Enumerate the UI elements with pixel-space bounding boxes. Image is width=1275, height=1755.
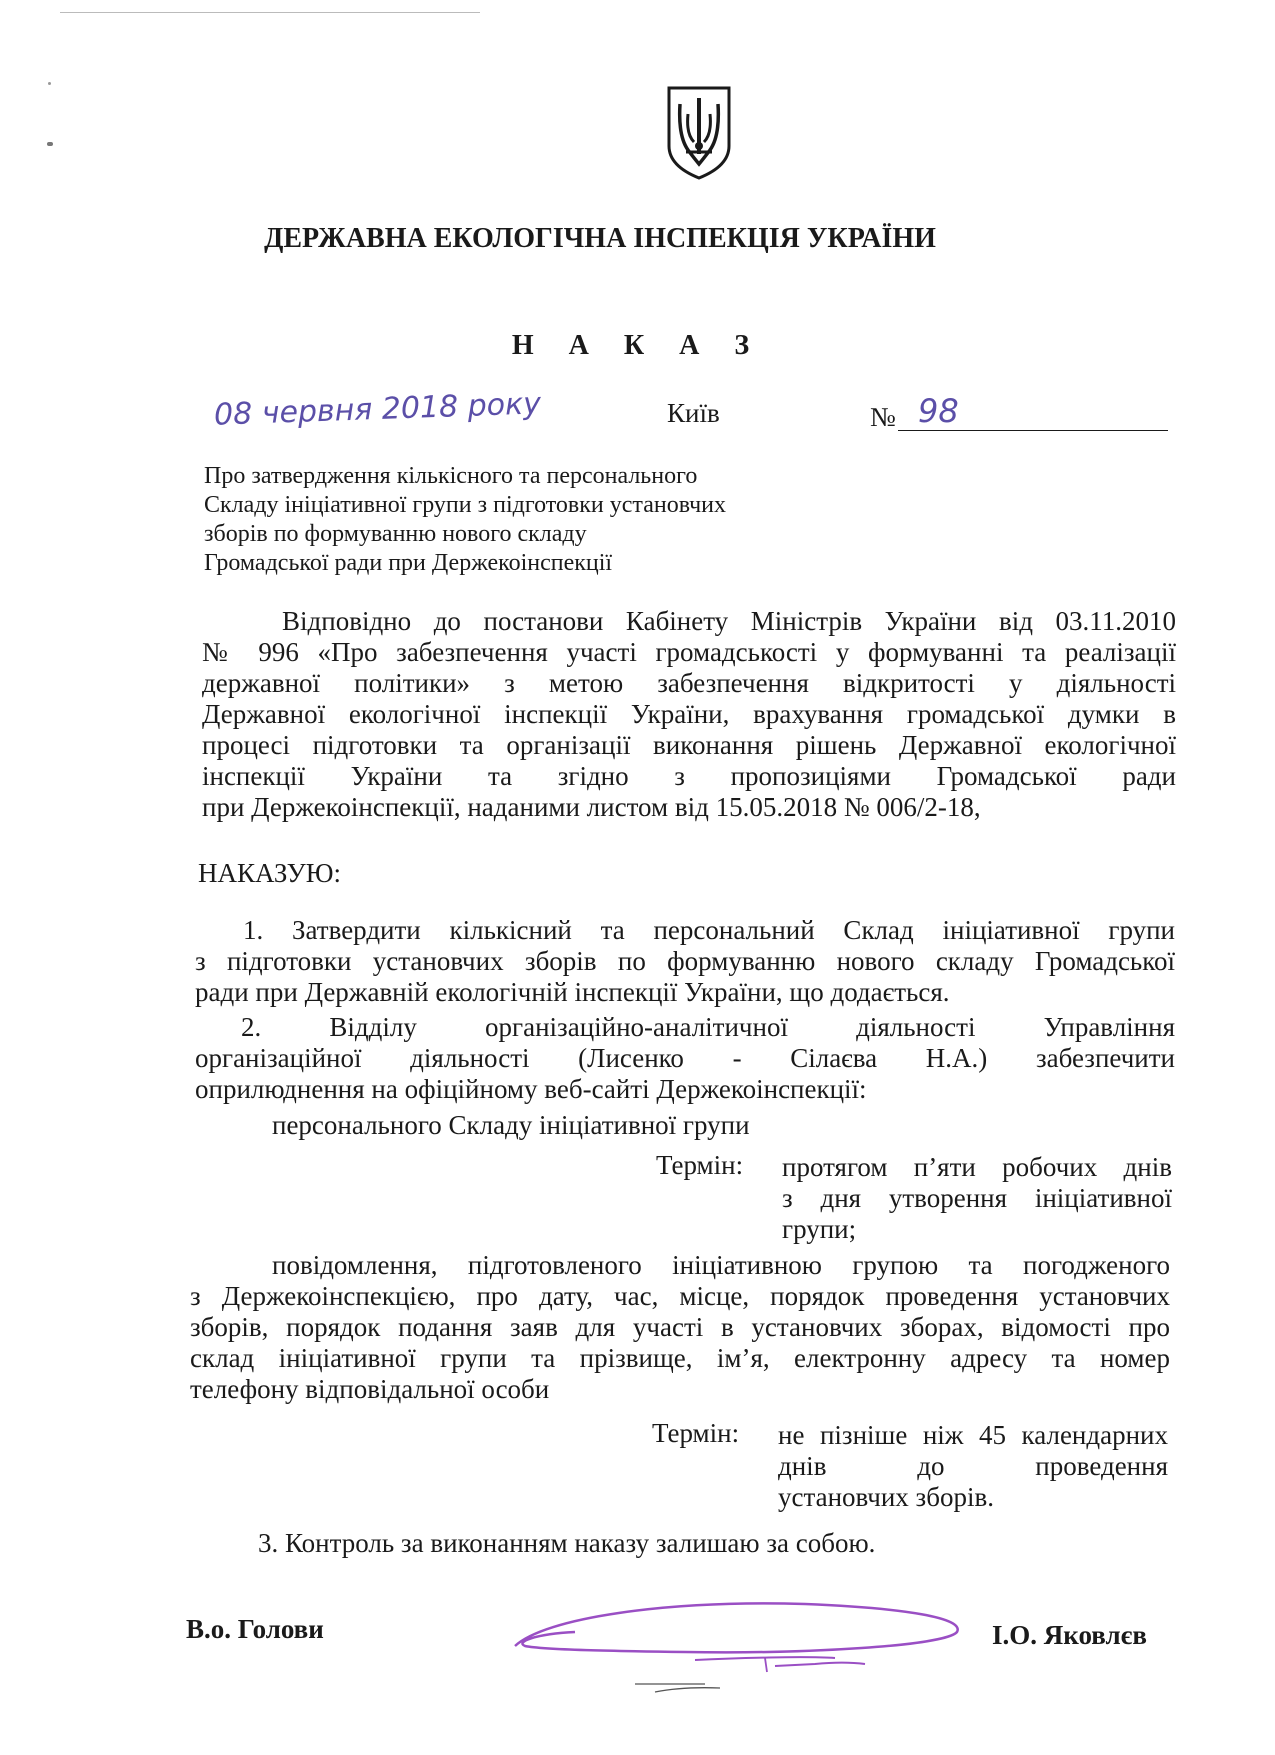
- item-2-sub2-line: склад ініціативної групи та прізвище, ім’я, електронну адресу та номер: [190, 1343, 1170, 1373]
- item-2-line: 2. Відділу організаційно-аналітичної діяльності Управління: [241, 1012, 1175, 1042]
- preamble-line: процесі підготовки та організації виконання рішень Державної екологічної: [202, 730, 1176, 760]
- term-1-label: Термін:: [656, 1150, 744, 1180]
- item-2-sub2-line: повідомлення, підготовленого ініціативною групою та погодженого: [272, 1250, 1170, 1280]
- scan-top-line: [60, 12, 480, 13]
- item-2-sub2: [190, 1250, 1170, 1405]
- item-2-sub2-line: телефону відповідальної особи: [190, 1374, 550, 1404]
- handwritten-date: 08 червня 2018 року: [213, 386, 542, 433]
- item-2-sub2-line: зборів, порядок подання заяв для участі в установчих зборах, відомості про: [190, 1312, 1170, 1342]
- preamble-line: державної політики» з метою забезпечення відкритості у діяльності: [202, 668, 1176, 698]
- term-1-line: групи;: [782, 1214, 857, 1244]
- preamble-line: інспекції України та згідно з пропозиціями Громадської ради: [202, 761, 1176, 791]
- term-2-text: [778, 1420, 1168, 1513]
- item-2-line: організаційної діяльності (Лисенко - Сілаєва Н.А.) забезпечити: [195, 1043, 1175, 1073]
- item-1-line: 1. Затвердити кількісний та персональний Склад ініціативної групи: [243, 915, 1175, 945]
- item-1: [195, 915, 1175, 1008]
- item-2-sub2-line: з Держекоінспекцією, про дату, час, місце, порядок проведення установчих: [190, 1281, 1170, 1311]
- city-label: Київ: [667, 398, 720, 428]
- organization-title: ДЕРЖАВНА ЕКОЛОГІЧНА ІНСПЕКЦІЯ УКРАЇНИ: [264, 223, 936, 254]
- order-word: НАКАЗУЮ:: [198, 858, 342, 888]
- preamble-line: № 996 «Про забезпечення участі громадськості у формуванні та реалізації: [202, 637, 1176, 667]
- preamble-line: Відповідно до постанови Кабінету Міністрів України від 03.11.2010: [282, 606, 1176, 636]
- subject-line: Громадської ради при Держекоінспекції: [204, 550, 613, 576]
- number-label: №: [870, 402, 896, 432]
- subject-block: [204, 462, 726, 578]
- subject-line: Складу ініціативної групи з підготовки установчих: [204, 492, 727, 518]
- item-2-sub1: персонального Складу ініціативної групи: [272, 1110, 750, 1140]
- signature-position: В.о. Голови: [186, 1614, 324, 1644]
- item-2-line: оприлюднення на офіційному веб-сайті Держекоінспекції:: [195, 1074, 867, 1104]
- item-1-line: ради при Державній екологічній інспекції України, що додається.: [195, 977, 950, 1007]
- number-underline: [898, 430, 1168, 431]
- preamble-line: при Держекоінспекції, наданими листом від 15.05.2018 № 006/2-18,: [202, 792, 981, 822]
- term-2-line: установчих зборів.: [778, 1482, 994, 1512]
- term-1-line: з дня утворення ініціативної: [782, 1183, 1172, 1213]
- scan-mark: [47, 142, 53, 146]
- term-2-line: не пізніше ніж 45 календарних: [778, 1420, 1168, 1450]
- document-type-title: Н А К А З: [511, 330, 764, 361]
- signature-name: І.О. Яковлєв: [992, 1620, 1147, 1650]
- handwritten-signature: [505, 1588, 975, 1703]
- subject-line: Про затвердження кількісного та персонального: [204, 463, 698, 489]
- handwritten-number: 98: [918, 392, 959, 430]
- item-1-line: з підготовки установчих зборів по формуванню нового складу Громадської: [195, 946, 1175, 976]
- scan-mark: [48, 82, 51, 85]
- coat-of-arms-icon: [664, 84, 734, 182]
- item-3: 3. Контроль за виконанням наказу залишаю за собою.: [258, 1528, 876, 1558]
- term-2-label: Термін:: [652, 1418, 740, 1448]
- term-1-line: протягом п’яти робочих днів: [782, 1152, 1172, 1182]
- term-1-text: [782, 1152, 1172, 1245]
- subject-line: зборів по формуванню нового складу: [204, 521, 587, 547]
- preamble-block: [202, 606, 1176, 823]
- term-2-line: днів до проведення: [778, 1451, 1168, 1481]
- item-2: [195, 1012, 1175, 1105]
- preamble-line: Державної екологічної інспекції України, врахування громадської думки в: [202, 699, 1176, 729]
